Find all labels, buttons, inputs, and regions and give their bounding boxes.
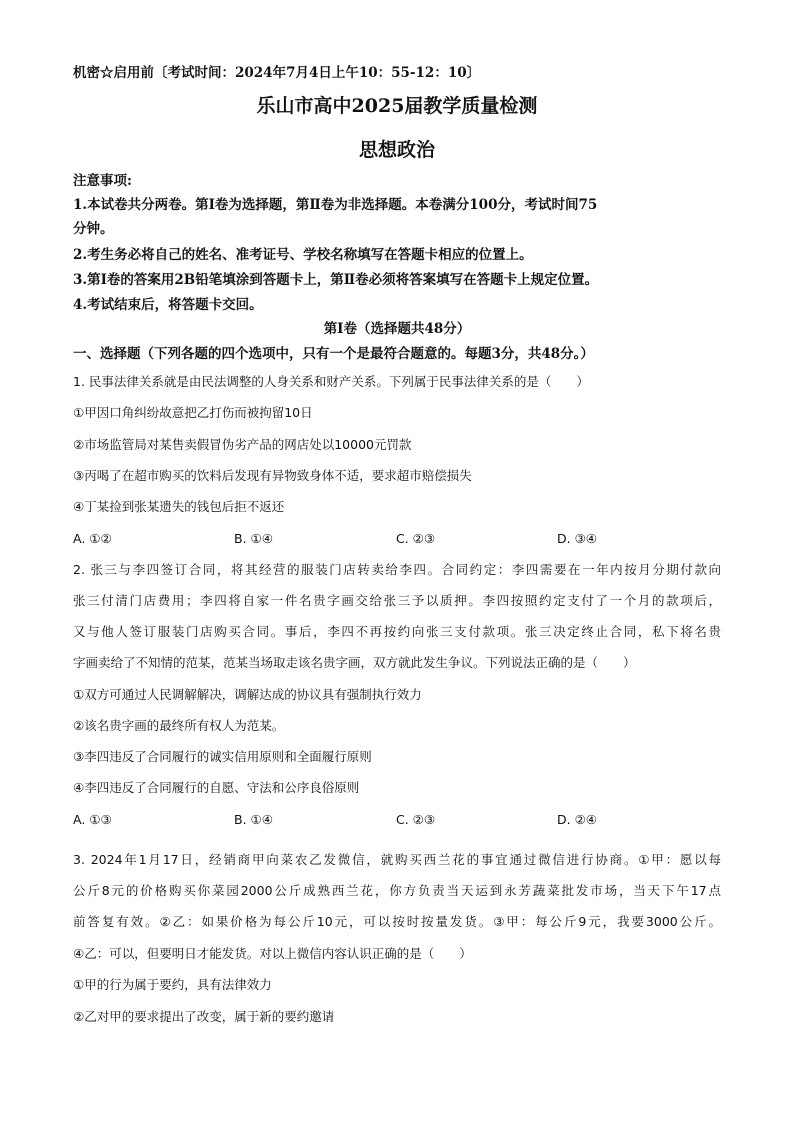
statement: ③丙喝了在超市购买的饮料后发现有异物致身体不适，要求超市赔偿损失 — [73, 468, 472, 483]
statement: ②乙对甲的要求提出了改变，属于新的要约邀请 — [73, 1009, 335, 1024]
notice-item: 2.考生务必将自己的姓名、准考证号、学校名称填写在答题卡相应的位置上。 — [73, 247, 533, 263]
notice-item: 4.考试结束后，将答题卡交回。 — [73, 297, 263, 313]
notice-item: 3.第Ⅰ卷的答案用2B铅笔填涂到答题卡上，第Ⅱ卷必须将答案填写在答题卡上规定位置。 — [73, 272, 599, 288]
notice-item: 1.本试卷共分两卷。第Ⅰ卷为选择题，第Ⅱ卷为非选择题。本卷满分100分，考试时间75 — [73, 197, 598, 213]
statement: ①甲因口角纠纷故意把乙打伤而被拘留10日 — [73, 405, 313, 420]
option-b: B. ①④ — [234, 812, 273, 827]
question-stem: 又与他人签订服装门店购买合同。事后，李四不再按约向张三支付款项。张三决定终止合同，私下将名贵 — [73, 624, 721, 639]
question-stem: 2. 张三与李四签订合同，将其经营的服装门店转卖给李四。合同约定：李四需要在一年内按月分期付款向 — [73, 562, 721, 577]
subject-title: 思想政治 — [358, 139, 435, 161]
question-stem: 字画卖给了不知情的范某，范某当场取走该名贵字画，双方就此发生争议。下列说法正确的是（ ） — [73, 655, 636, 670]
question-stem: 3. 2024年1月17日，经销商甲向菜农乙发微信，就购买西兰花的事宜通过微信进行协商。①甲：愿以每 — [73, 852, 721, 867]
statement: ③李四违反了合同履行的诚实信用原则和全面履行原则 — [73, 749, 372, 764]
option-c: C. ②③ — [396, 812, 436, 827]
option-b: B. ①④ — [234, 531, 273, 546]
question-stem: 1. 民事法律关系就是由民法调整的人身关系和财产关系。下列属于民事法律关系的是（ ） — [73, 374, 589, 389]
statement: ④丁某捡到张某遗失的钱包后拒不返还 — [73, 499, 285, 514]
statement: ②市场监管局对某售卖假冒伪劣产品的网店处以10000元罚款 — [73, 437, 412, 452]
question-stem: 前答复有效。②乙：如果价格为每公斤10元，可以按时按量发货。③甲：每公斤9元，我要3000公斤。 — [73, 914, 721, 929]
question-stem: 公斤8元的价格购买你菜园2000公斤成熟西兰花，你方负责当天运到永芳蔬菜批发市场，当天下午17点 — [73, 883, 721, 898]
statement: ④李四违反了合同履行的自愿、守法和公序良俗原则 — [73, 780, 360, 795]
option-a: A. ①② — [73, 531, 112, 546]
statement: ①甲的行为属于要约，具有法律效力 — [73, 977, 272, 992]
option-a: A. ①③ — [73, 812, 112, 827]
option-d: D. ③④ — [557, 531, 597, 546]
exam-title: 乐山市高中2025届教学质量检测 — [256, 95, 538, 117]
notice-item: 分钟。 — [73, 221, 114, 237]
section-instruction: 一、选择题（下列各题的四个选项中，只有一个是最符合题意的。每题3分，共48分。） — [73, 346, 594, 362]
option-d: D. ②④ — [557, 812, 597, 827]
option-c: C. ②③ — [396, 531, 436, 546]
statement: ①双方可通过人民调解解决，调解达成的协议具有强制执行效力 — [73, 687, 422, 702]
statement: ②该名贵字画的最终所有权人为范某。 — [73, 718, 285, 733]
confidential-note: 机密☆启用前〔考试时间：2024年7月4日上午10：55-12：10〕 — [73, 65, 481, 81]
section-title: 第Ⅰ卷（选择题共48分） — [323, 321, 471, 337]
notice-heading: 注意事项: — [73, 173, 132, 189]
question-stem: 张三付清门店费用；李四将自家一件名贵字画交给张三予以质押。李四按照约定支付了一个月的款项后， — [73, 593, 721, 608]
question-stem: ④乙：可以，但要明日才能发货。对以上微信内容认识正确的是（ ） — [73, 946, 472, 961]
